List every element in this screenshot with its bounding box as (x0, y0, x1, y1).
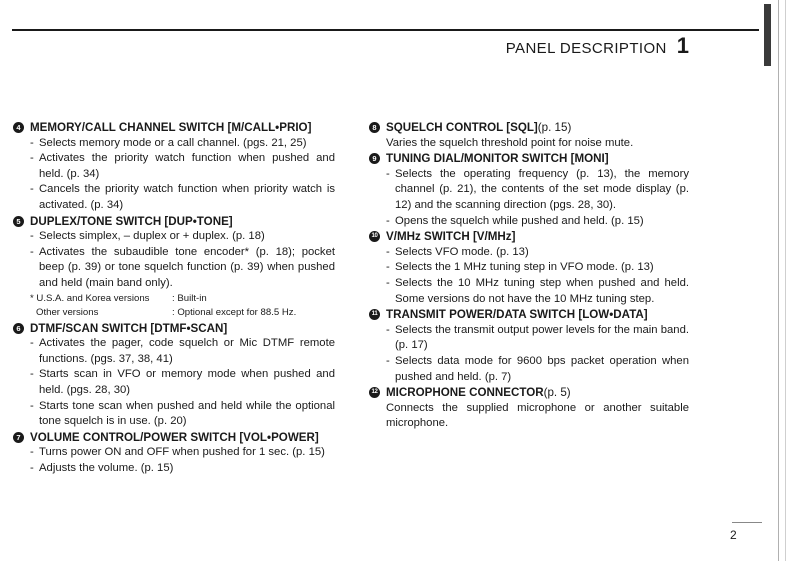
item-number-badge: 6 (13, 323, 24, 334)
chapter-tab-marker (764, 4, 771, 66)
section-squelch (369, 120, 689, 151)
section-title: PANEL DESCRIPTION (505, 40, 667, 57)
section-title: MEMORY/CALL CHANNEL SWITCH [M/CALL•PRIO] (30, 121, 312, 134)
section-title: VOLUME CONTROL/POWER SWITCH [VOL•POWER] (30, 430, 319, 444)
section-heading (369, 120, 689, 136)
top-rule (12, 29, 759, 31)
item-number-badge: 11 (369, 309, 380, 320)
list-item: - Activates the subaudible tone encoder* (p. 18); pocket beep (p. 39) or tone squelch function (p. 39) when pushed and held (main band only). (30, 245, 335, 289)
list-item: - Selects the transmit output power levels for the main band. (p. 17) (386, 323, 689, 352)
footer-rule (732, 522, 762, 523)
footnote-row: Other versions : Optional except for 88.5 Hz. (36, 307, 297, 319)
item-number-badge: 5 (13, 216, 24, 227)
section-text: Varies the squelch threshold point for noise mute. (386, 136, 634, 149)
section-title: DUPLEX/TONE SWITCH [DUP•TONE] (30, 214, 233, 228)
section-memory-call (13, 120, 335, 214)
page-edge-line (778, 0, 779, 561)
list-item: - Selects the 1 MHz tuning step in VFO mode. (p. 13) (386, 261, 654, 274)
list-item: - Cancels the priority watch function when priority watch is activated. (p. 34) (30, 183, 335, 211)
page-reference: (p. 5) (543, 386, 571, 400)
list-item: - Starts tone scan when pushed and held while the optional tone squelch is in use. (p. 20) (30, 399, 335, 428)
section-tuning-dial (369, 151, 689, 229)
list-item: - Selects the operating frequency (p. 13), the memory channel (p. 21), the contents of the set mode display (p. 12) and the scanning direction (pgs. 28, 30). (386, 167, 689, 211)
section-transmit-power (369, 307, 689, 385)
list-item: - Selects the 10 MHz tuning step when pushed and held. Some versions do not have the 10 MHz tuning step. (386, 276, 689, 305)
section-heading (369, 151, 689, 167)
list-item: - Adjusts the volume. (p. 15) (30, 461, 174, 474)
item-number-badge: 8 (369, 122, 380, 133)
list-item: - Starts scan in VFO or memory mode when pushed and held. (pgs. 28, 30) (30, 368, 335, 396)
section-text: Connects the supplied microphone or another suitable microphone. (386, 401, 689, 430)
page-edge-line (785, 0, 786, 561)
list-item: - Selects simplex, – duplex or + duplex. (p. 18) (30, 230, 265, 243)
list-item: - Opens the squelch while pushed and held. (p. 15) (386, 214, 644, 227)
section-v-mhz (369, 229, 689, 307)
item-number-badge: 10 (369, 231, 380, 242)
section-heading (369, 229, 689, 245)
section-heading (13, 214, 335, 230)
chapter-number: 1 (676, 33, 689, 58)
page-header (506, 33, 689, 59)
list-item: - Selects data mode for 9600 bps packet operation when pushed and held. (p. 7) (386, 354, 689, 383)
list-item: - Selects VFO mode. (p. 13) (386, 245, 529, 258)
list-item: - Activates the pager, code squelch or Mic DTMF remote functions. (pgs. 37, 38, 41) (30, 337, 335, 365)
page-reference: (p. 15) (537, 121, 572, 134)
section-heading (369, 385, 689, 401)
item-number-badge: 4 (13, 122, 24, 133)
item-number-badge: 12 (369, 387, 380, 398)
section-title: DTMF/SCAN SWITCH [DTMF•SCAN] (30, 321, 228, 335)
section-volume-power (13, 430, 335, 477)
section-title: SQUELCH CONTROL [SQL] (386, 121, 538, 134)
section-heading (13, 430, 335, 446)
left-column (13, 120, 335, 476)
right-column (369, 120, 689, 432)
page-number: 2 (730, 528, 737, 542)
item-number-badge: 7 (13, 432, 24, 443)
section-heading (13, 120, 335, 136)
list-item: - Activates the priority watch function when pushed and held. (p. 34) (30, 152, 335, 180)
section-heading (369, 307, 689, 323)
item-number-badge: 9 (369, 153, 380, 164)
section-title: TUNING DIAL/MONITOR SWITCH [MONI] (386, 152, 609, 166)
section-duplex-tone (13, 214, 335, 321)
list-item: - Turns power ON and OFF when pushed for 1 sec. (p. 15) (30, 446, 325, 459)
section-dtmf-scan (13, 321, 335, 430)
section-title: V/MHz SWITCH [V/MHz] (386, 230, 516, 244)
section-title: TRANSMIT POWER/DATA SWITCH [LOW•DATA] (386, 308, 648, 322)
list-item: - Selects memory mode or a call channel. (pgs. 21, 25) (30, 136, 307, 149)
section-microphone (369, 385, 689, 432)
footnote-row: * U.S.A. and Korea versions : Built-in (30, 292, 207, 304)
section-heading (13, 321, 335, 337)
section-title: MICROPHONE CONNECTOR (386, 386, 544, 400)
